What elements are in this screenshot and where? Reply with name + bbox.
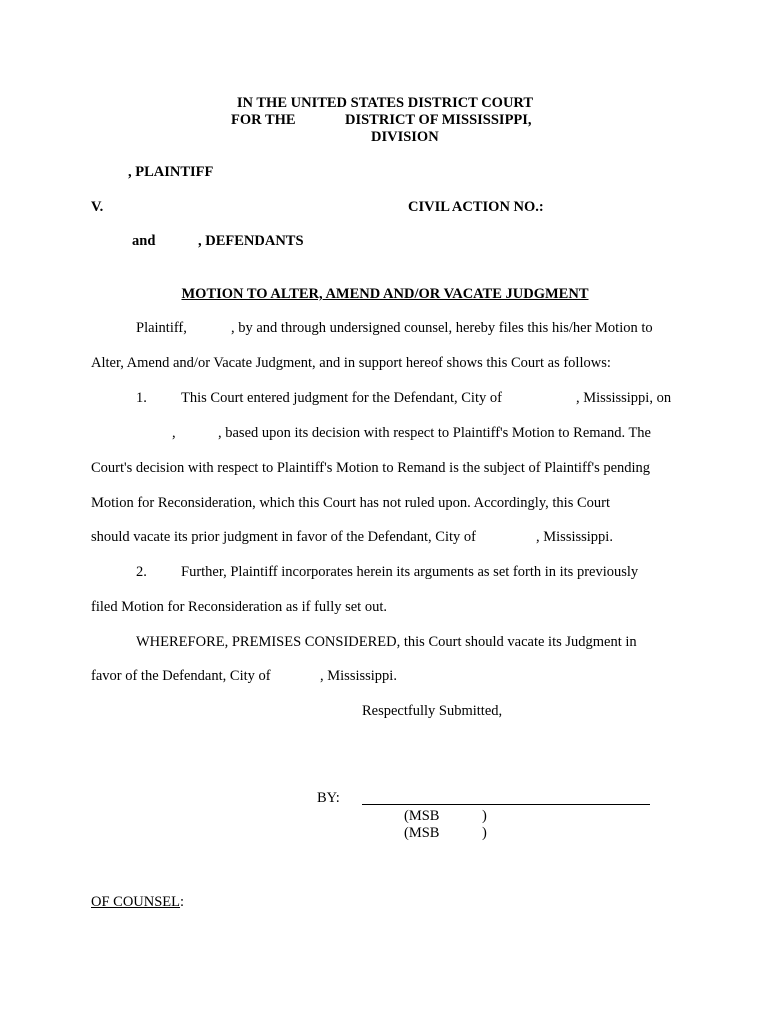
msb-number-2-close: ) (482, 825, 487, 841)
civil-action-label: CIVIL ACTION NO.: (408, 199, 544, 215)
wherefore-line2-a: favor of the Defendant, City of (91, 668, 271, 684)
court-district: DISTRICT OF MISSISSIPPI, (345, 112, 532, 128)
court-name-line2-prefix: FOR THE (231, 112, 296, 128)
msb-number-1-close: ) (482, 808, 487, 824)
paragraph-1-line2-comma: , (172, 425, 176, 441)
intro-line1-a: Plaintiff, (136, 320, 187, 336)
and-label: and (132, 233, 156, 249)
by-label: BY: (317, 790, 340, 806)
court-division: DIVISION (371, 129, 439, 145)
intro-line1-b: , by and through undersigned counsel, hereby files this his/her Motion to (231, 320, 653, 336)
paragraph-1-number: 1. (136, 390, 147, 406)
paragraph-2-number: 2. (136, 564, 147, 580)
of-counsel-label (91, 894, 184, 911)
signature-line (362, 804, 650, 805)
versus-label: V. (91, 199, 104, 215)
court-name-line1: IN THE UNITED STATES DISTRICT COURT (236, 95, 534, 111)
of-counsel-colon: : (180, 894, 185, 910)
msb-number-1-open: (MSB (404, 808, 440, 824)
document-title: MOTION TO ALTER, AMEND AND/OR VACATE JUDGMENT (181, 286, 589, 302)
paragraph-1-line5-a: should vacate its prior judgment in favor of the Defendant, City of (91, 529, 476, 545)
paragraph-1-line2-b: , based upon its decision with respect to Plaintiff's Motion to Remand. The (218, 425, 651, 441)
of-counsel-text: OF COUNSEL (91, 894, 181, 910)
wherefore-line2-b: , Mississippi. (320, 668, 397, 684)
defendants-label: , DEFENDANTS (198, 233, 304, 249)
paragraph-2-line2: filed Motion for Reconsideration as if fully set out. (91, 599, 387, 615)
paragraph-1-line1-a: This Court entered judgment for the Defendant, City of (181, 390, 502, 406)
paragraph-1-line3: Court's decision with respect to Plaintiff's Motion to Remand is the subject of Plaintiff's pending (91, 460, 651, 476)
paragraph-1-line5-b: , Mississippi. (536, 529, 613, 545)
paragraph-1-line4: Motion for Reconsideration, which this Court has not ruled upon. Accordingly, this Court (91, 495, 610, 511)
intro-line2: Alter, Amend and/or Vacate Judgment, and in support hereof shows this Court as follows: (91, 355, 611, 371)
wherefore-line1: WHEREFORE, PREMISES CONSIDERED, this Court should vacate its Judgment in (136, 634, 637, 650)
msb-number-2-open: (MSB (404, 825, 440, 841)
paragraph-2-line1: Further, Plaintiff incorporates herein its arguments as set forth in its previously (181, 564, 639, 580)
plaintiff-label: , PLAINTIFF (128, 164, 214, 180)
paragraph-1-line1-b: , Mississippi, on (576, 390, 672, 406)
respectfully-submitted: Respectfully Submitted, (362, 703, 503, 719)
